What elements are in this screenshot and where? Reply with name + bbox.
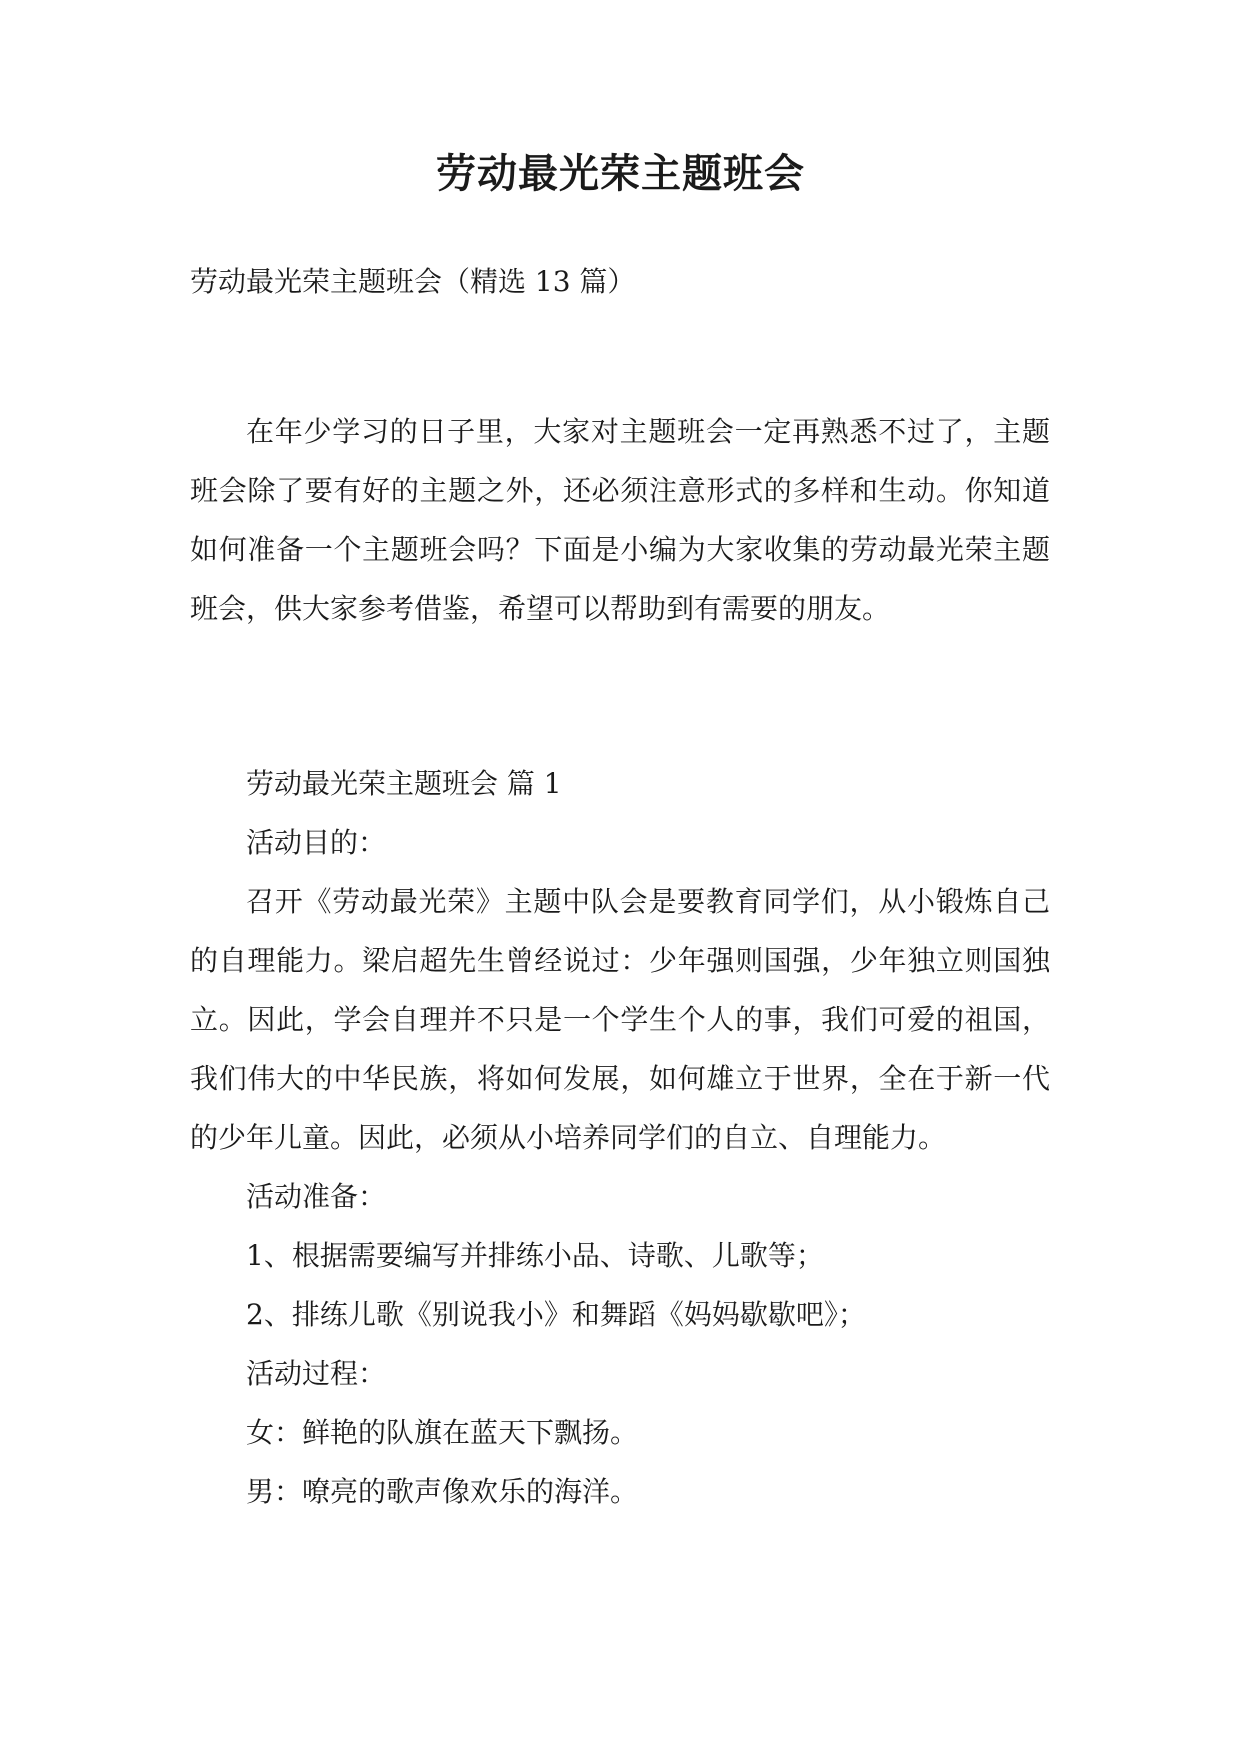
document-subtitle: 劳动最光荣主题班会（精选 13 篇）	[190, 265, 636, 298]
purpose-paragraph: 召开《劳动最光荣》主题中队会是要教育同学们，从小锻炼自己的自理能力。梁启超先生曾经说过：少年强则国强，少年独立则国独立。因此，学会自理并不只是一个学生个人的事，我们可爱的祖国，我们伟大的中华民族，将如何发展，如何雄立于世界，全在于新一代的少年儿童。因此，必须从小培养同学们的自立、自理能力。	[190, 885, 1050, 1154]
document-title: 劳动最光荣主题班会	[436, 150, 805, 197]
prep-item-2: 2、排练儿歌《别说我小》和舞蹈《妈妈歇歇吧》；	[246, 1298, 866, 1331]
prep-item-1: 1、根据需要编写并排练小品、诗歌、儿歌等；	[246, 1239, 824, 1272]
section-1	[190, 754, 1050, 1521]
dialogue-line-male: 男：嘹亮的歌声像欢乐的海洋。	[246, 1475, 639, 1508]
prep-label: 活动准备：	[246, 1180, 387, 1213]
purpose-label: 活动目的：	[246, 826, 387, 859]
intro-paragraph: 在年少学习的日子里，大家对主题班会一定再熟悉不过了，主题班会除了要有好的主题之外，还必须注意形式的多样和生动。你知道如何准备一个主题班会吗？下面是小编为大家收集的劳动最光荣主题班会，供大家参考借鉴，希望可以帮助到有需要的朋友。	[190, 415, 1050, 625]
dialogue-line-female: 女：鲜艳的队旗在蓝天下飘扬。	[246, 1416, 639, 1449]
section-heading: 劳动最光荣主题班会 篇 1	[246, 767, 562, 800]
process-label: 活动过程：	[246, 1357, 387, 1390]
